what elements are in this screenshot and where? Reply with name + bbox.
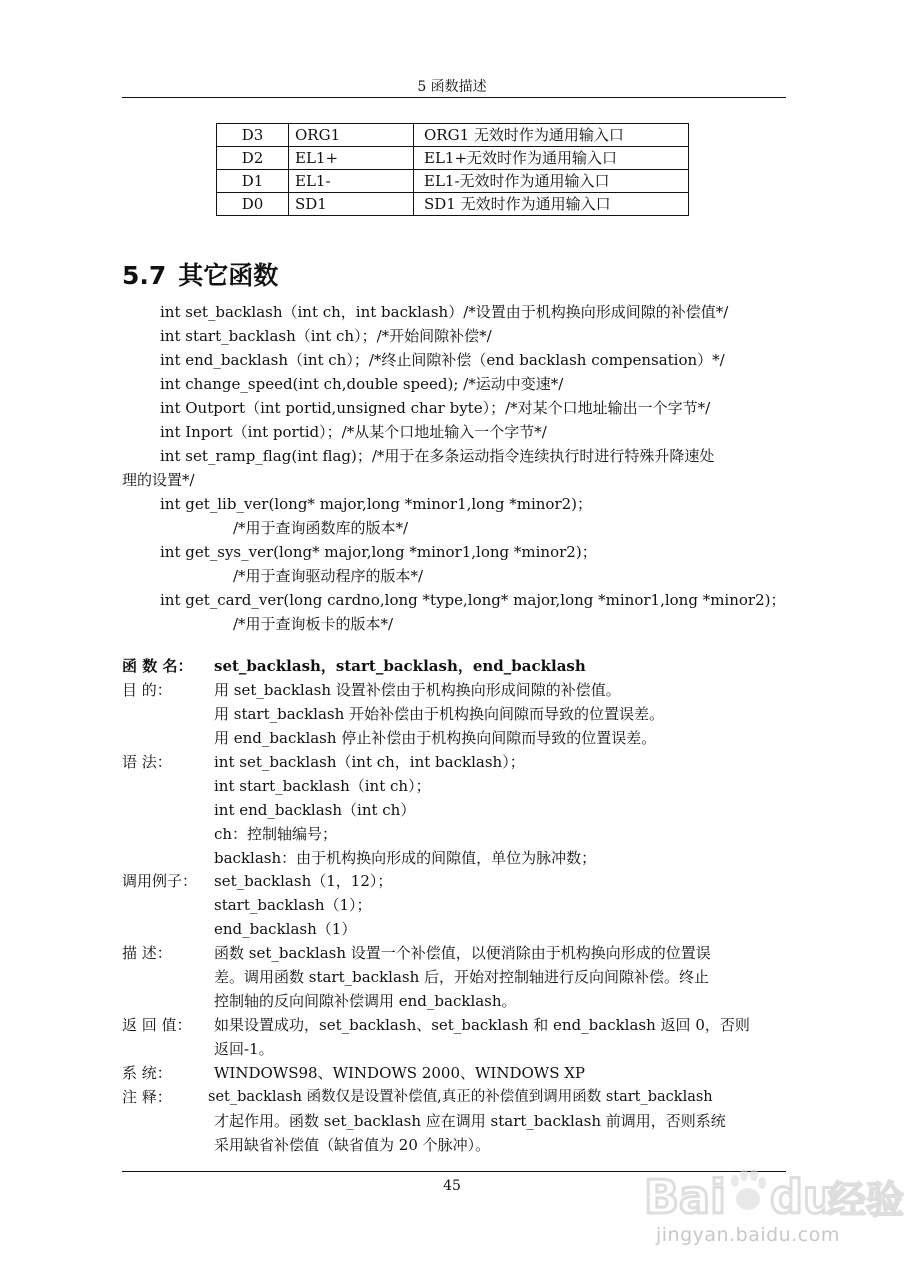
syntax-line: int set_backlash（int ch，int backlash）； xyxy=(214,753,525,771)
purpose-label: 目 的： xyxy=(122,681,172,699)
name-label: 函 数 名： xyxy=(122,657,193,675)
svg-text:du: du xyxy=(770,1170,836,1224)
table-row xyxy=(217,124,689,147)
header-rule xyxy=(122,97,786,98)
watermark-site: jingyan.baidu.com xyxy=(656,1224,840,1246)
prototype-line: int start_backlash（int ch）；/*开始间隙补偿*/ xyxy=(160,327,492,345)
describe-line: 函数 set_backlash 设置一个补偿值，以便消除由于机构换向形成的位置误 xyxy=(214,944,711,962)
table-cell: EL1-无效时作为通用输入口 xyxy=(414,170,689,193)
table-row xyxy=(217,147,689,170)
bit-table xyxy=(216,123,689,216)
prototype-line: int get_lib_ver(long* major,long *minor1,long *minor2)； xyxy=(160,495,593,513)
syntax-line: int start_backlash（int ch）； xyxy=(214,777,431,795)
table-row xyxy=(217,193,689,216)
note-line: 才起作用。函数 set_backlash 应在调用 start_backlash 前调用，否则系统 xyxy=(214,1112,726,1130)
prototype-line: int get_card_ver(long cardno,long *type,long* major,long *minor1,long *minor2)； xyxy=(160,591,786,609)
baidu-watermark-logo xyxy=(640,1155,904,1265)
return-line: 如果设置成功，set_backlash、set_backlash 和 end_backlash 返回 0，否则 xyxy=(214,1016,750,1034)
table-cell: EL1+ xyxy=(289,147,414,170)
prototype-comment: /*用于查询驱动程序的版本*/ xyxy=(233,567,424,585)
describe-label: 描 述： xyxy=(122,944,172,962)
function-names: set_backlash，start_backlash，end_backlash xyxy=(214,657,586,675)
syntax-line: int end_backlash（int ch） xyxy=(214,801,416,819)
system-value: WINDOWS98、WINDOWS 2000、WINDOWS XP xyxy=(214,1064,586,1082)
table-cell: ORG1 xyxy=(289,124,414,147)
describe-line: 控制轴的反向间隙补偿调用 end_backlash。 xyxy=(214,992,517,1010)
describe-line: 差。调用函数 start_backlash 后，开始对控制轴进行反向间隙补偿。终止 xyxy=(214,968,710,986)
table-cell: D1 xyxy=(217,170,289,193)
prototype-line: int set_ramp_flag(int flag)；/*用于在多条运动指令连续执行时进行特殊升降速处 xyxy=(160,447,715,465)
table-cell: SD1 无效时作为通用输入口 xyxy=(414,193,689,216)
prototype-line: int Outport（int portid,unsigned char byte）；/*对某个口地址输出一个字节*/ xyxy=(160,399,711,417)
purpose-line: 用 end_backlash 停止补偿由于机构换向间隙而导致的位置误差。 xyxy=(214,729,657,747)
system-label: 系 统： xyxy=(122,1064,172,1082)
prototype-line: int end_backlash（int ch）；/*终止间隙补偿（end backlash compensation）*/ xyxy=(160,351,725,369)
syntax-line: backlash：由于机构换向形成的间隙值，单位为脉冲数； xyxy=(214,849,597,867)
prototype-line: int change_speed(int ch,double speed); /*运动中变速*/ xyxy=(160,375,564,393)
syntax-line: ch：控制轴编号； xyxy=(214,825,338,843)
table-cell: D3 xyxy=(217,124,289,147)
table-cell: D2 xyxy=(217,147,289,170)
table-cell: SD1 xyxy=(289,193,414,216)
prototype-line: int set_backlash（int ch，int backlash）/*设置由于机构换向形成间隙的补偿值*/ xyxy=(160,303,729,321)
note-line: 采用缺省补偿值（缺省值为 20 个脉冲）。 xyxy=(214,1136,491,1154)
note-line: set_backlash 函数仅是设置补偿值,真正的补偿值到调用函数 start_backlash xyxy=(208,1089,713,1105)
section-heading xyxy=(122,256,278,292)
example-label: 调用例子： xyxy=(122,872,198,890)
prototype-comment: /*用于查询函数库的版本*/ xyxy=(233,519,409,537)
table-cell: D0 xyxy=(217,193,289,216)
example-line: end_backlash（1） xyxy=(214,920,357,938)
prototype-line: 理的设置*/ xyxy=(122,471,195,489)
prototype-comment: /*用于查询板卡的版本*/ xyxy=(233,615,394,633)
purpose-line: 用 start_backlash 开始补偿由于机构换向间隙而导致的位置误差。 xyxy=(214,705,665,723)
return-label: 返 回 值： xyxy=(122,1016,192,1034)
return-line: 返回-1。 xyxy=(214,1040,274,1058)
syntax-label: 语 法： xyxy=(122,753,172,771)
paw-icon xyxy=(731,1169,766,1210)
page-number: 45 xyxy=(443,1178,461,1194)
note-label: 注 释： xyxy=(122,1088,172,1106)
example-line: set_backlash（1，12）； xyxy=(214,872,393,890)
table-cell: EL1+无效时作为通用输入口 xyxy=(414,147,689,170)
running-header: 5 函数描述 xyxy=(417,79,487,95)
purpose-line: 用 set_backlash 设置补偿由于机构换向形成间隙的补偿值。 xyxy=(214,681,621,699)
svg-text:Bai: Bai xyxy=(644,1170,726,1224)
table-cell: ORG1 无效时作为通用输入口 xyxy=(414,124,689,147)
table-cell: EL1- xyxy=(289,170,414,193)
table-row xyxy=(217,170,689,193)
prototype-line: int get_sys_ver(long* major,long *minor1,long *minor2)； xyxy=(160,543,597,561)
section-title: 其它函数 xyxy=(178,261,279,290)
section-number: 5.7 xyxy=(122,261,167,290)
svg-text:经验: 经验 xyxy=(828,1178,904,1222)
example-line: start_backlash（1）； xyxy=(214,896,372,914)
prototype-line: int Inport（int portid）；/*从某个口地址输入一个字节*/ xyxy=(160,423,547,441)
